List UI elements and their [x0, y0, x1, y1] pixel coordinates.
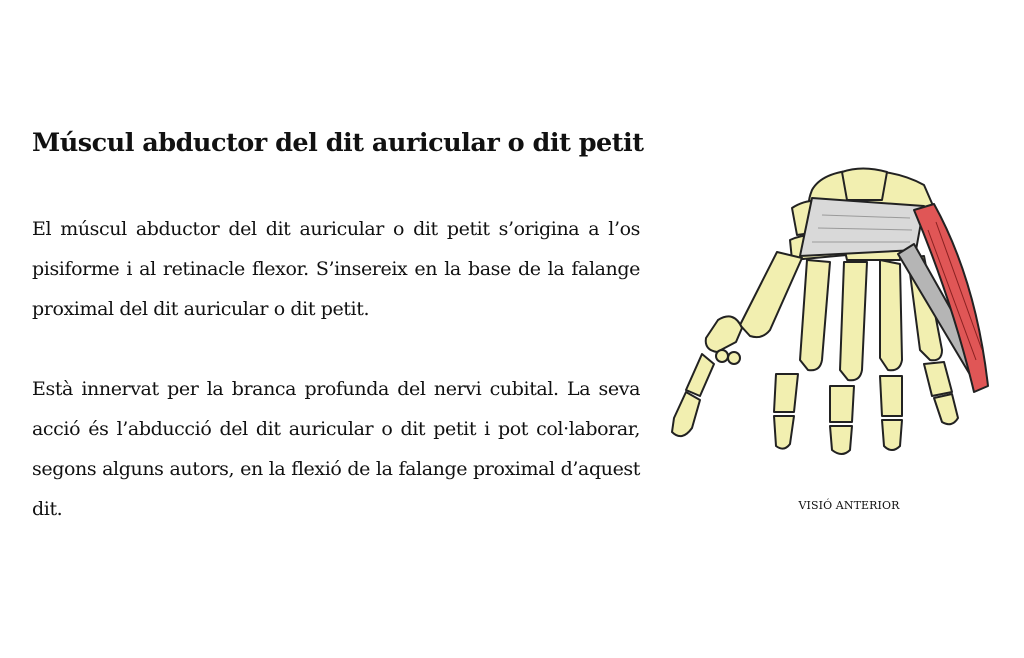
article-body [32, 209, 640, 569]
paragraph-origin-insertion: El múscul abductor del dit auricular o dit petit s’origina a l’os pisiforme i al retinacle flexor. S’insereix en la base de la falange proximal del dit auricular o dit petit. [32, 218, 640, 320]
page-title: Múscul abductor del dit auricular o dit petit [32, 128, 644, 158]
finger-phalanges [774, 362, 958, 454]
anatomy-figure [662, 160, 1002, 520]
paragraph-innervation-action: Està innervat per la branca profunda del nervi cubital. La seva acció és l’abducció del dit auricular o dit petit i pot col·laborar, segons alguns autors, en la flexió de la falange proximal d’aquest dit. [32, 378, 640, 520]
figure-caption: VISIÓ ANTERIOR [798, 499, 900, 512]
thumb-bones [672, 316, 742, 436]
hand-skeleton-illustration [662, 160, 1002, 460]
flexor-retinaculum [800, 198, 924, 256]
